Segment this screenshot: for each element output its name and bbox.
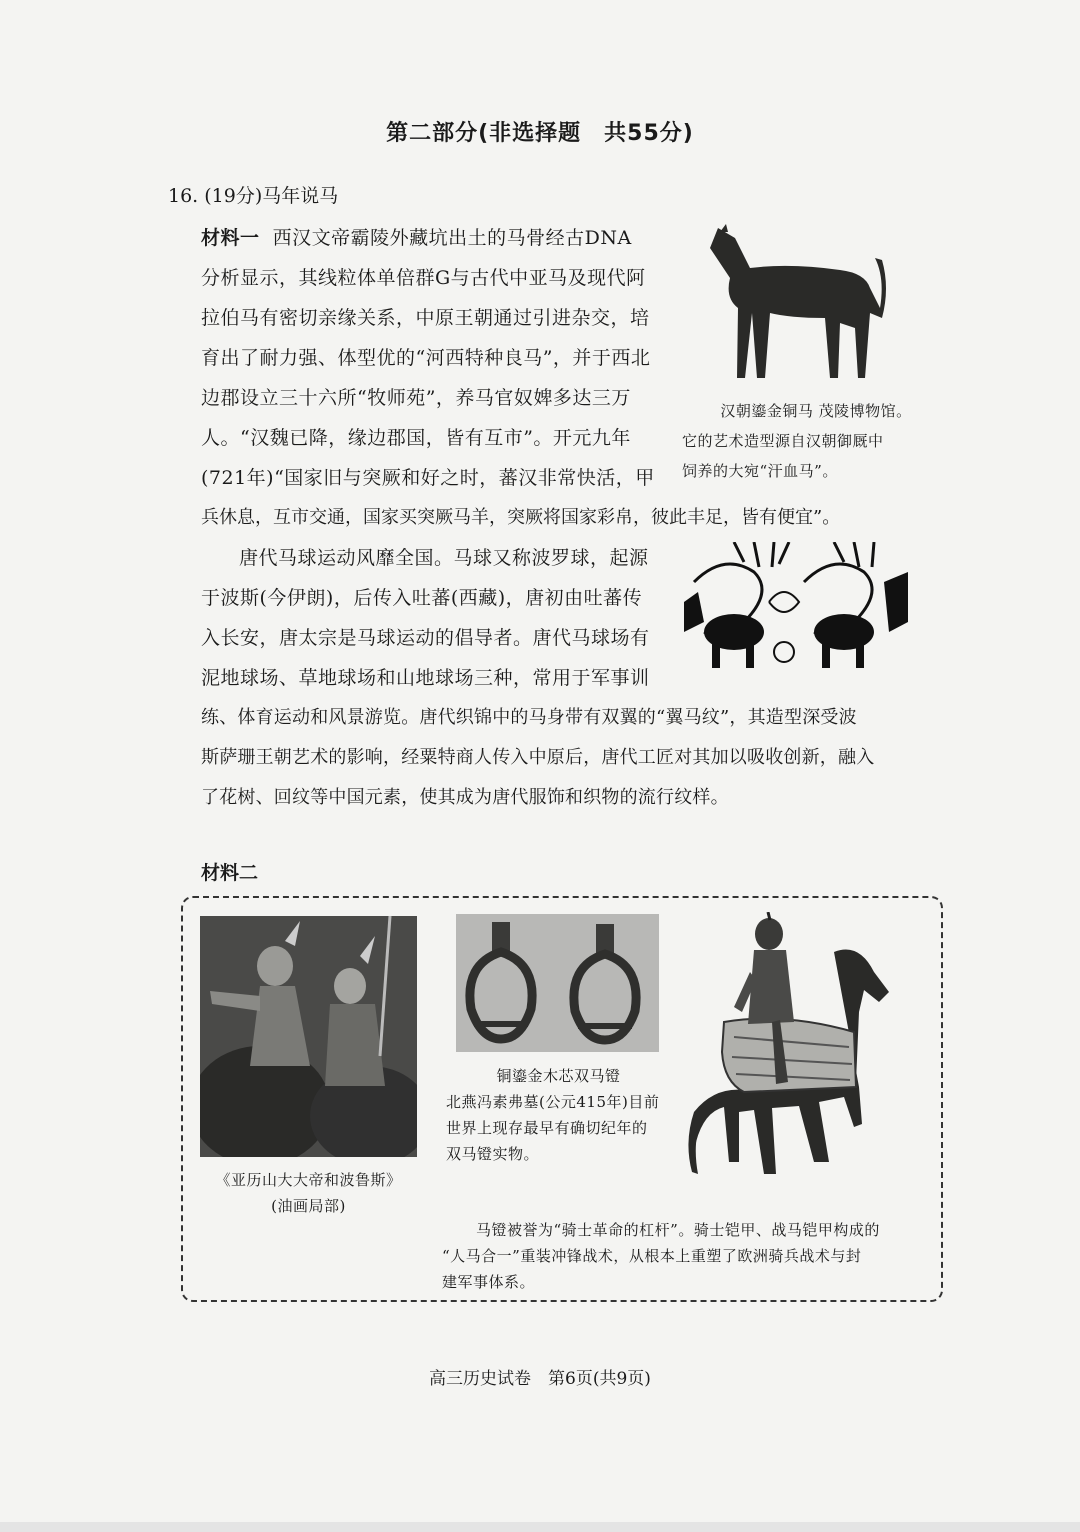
knight-caption-line: “人马合一”重装冲锋战术，从根本上重塑了欧洲骑兵战术与封	[442, 1247, 862, 1265]
stirrup-caption-line: 世界上现存最早有确切纪年的	[446, 1119, 648, 1137]
text-line: 育出了耐力强、体型优的“河西特种良马”，并于西北	[201, 347, 651, 369]
material1-label: 材料一	[201, 227, 260, 249]
text-line: 拉伯马有密切亲缘关系，中原王朝通过引进杂交，培	[201, 307, 650, 329]
question-topic: 马年说马	[262, 185, 339, 207]
text-line: 入长安，唐太宗是马球运动的倡导者。唐代马球场有	[201, 627, 650, 649]
text-line: 西汉文帝霸陵外藏坑出土的马骨经古DNA	[272, 227, 632, 249]
section-title: 第二部分(非选择题 共55分)	[386, 121, 694, 146]
text-line: 人。“汉魏已降，缘边郡国，皆有互市”。开元九年	[201, 427, 631, 449]
stirrup-caption-title: 铜鎏金木芯双马镫	[496, 1067, 621, 1085]
text-line: 边郡设立三十六所“牧师苑”，养马官奴婢多达三万	[201, 387, 631, 409]
stirrups-photo	[456, 914, 659, 1052]
text-line: 了花树、回纹等中国元素，使其成为唐代服饰和织物的流行纹样。	[201, 787, 729, 808]
armored-knight-image	[684, 912, 894, 1204]
text-line: 分析显示，其线粒体单倍群G与古代中亚马及现代阿	[201, 267, 646, 289]
bottom-edge	[0, 1522, 1080, 1532]
knight-caption-line: 马镫被誉为“骑士革命的杠杆”。骑士铠甲、战马铠甲构成的	[476, 1221, 880, 1239]
painting-caption-title: 《亚历山大大帝和波鲁斯》	[215, 1171, 402, 1189]
bronze-horse-image	[690, 218, 890, 390]
alexander-porus-painting	[200, 916, 417, 1157]
material2-label: 材料二	[201, 862, 259, 884]
horse-caption-3: 饲养的大宛“汗血马”。	[682, 462, 838, 480]
text-line: 斯萨珊王朝艺术的影响，经粟特商人传入中原后，唐代工匠对其加以吸收创新，融入	[201, 747, 875, 768]
painting-caption-note: (油画局部)	[271, 1197, 346, 1215]
text-line: (721年)“国家旧与突厥和好之时，蕃汉非常快活，甲	[201, 467, 655, 489]
horse-caption-2: 它的艺术造型源自汉朝御厩中	[682, 432, 884, 450]
text-line: 兵休息，互市交通，国家买突厥马羊，突厥将国家彩帛，彼此丰足，皆有便宜”。	[201, 507, 841, 528]
question-heading	[168, 181, 338, 208]
text-line: 练、体育运动和风景游览。唐代织锦中的马身带有双翼的“翼马纹”，其造型深受波	[201, 707, 857, 728]
text-line: 唐代马球运动风靡全国。马球又称波罗球，起源	[239, 547, 649, 569]
question-points: (19分)	[204, 185, 263, 207]
question-number: 16.	[168, 185, 199, 207]
page-footer: 高三历史试卷 第6页(共9页)	[429, 1369, 651, 1389]
winged-horse-pattern-image	[684, 542, 908, 670]
horse-caption-1: 汉朝鎏金铜马 茂陵博物馆。	[720, 402, 912, 420]
text-line: 泥地球场、草地球场和山地球场三种，常用于军事训	[201, 667, 650, 689]
text-line: 于波斯(今伊朗)，后传入吐蕃(西藏)，唐初由吐蕃传	[201, 587, 643, 609]
stirrup-caption-line: 北燕冯素弗墓(公元415年)目前	[446, 1093, 660, 1111]
stirrup-caption-line: 双马镫实物。	[446, 1145, 540, 1163]
knight-caption-line: 建军事体系。	[442, 1273, 536, 1291]
